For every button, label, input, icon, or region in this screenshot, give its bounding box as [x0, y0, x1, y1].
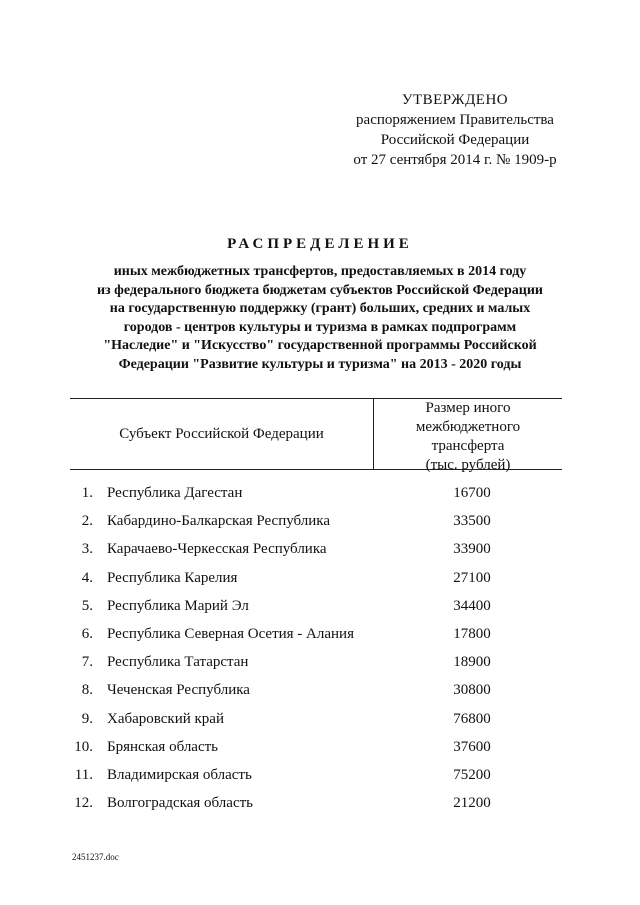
row-value: 76800 [453, 710, 491, 727]
subtitle-line-4: городов - центров культуры и туризма в рамках подпрограмм [123, 319, 517, 335]
header-amount-line-1: Размер иного [425, 400, 511, 416]
row-subject: Карачаево-Черкесская Республика [107, 541, 327, 558]
table-row [0, 539, 640, 567]
row-subject: Республика Татарстан [107, 654, 249, 671]
approval-line-2: Российской Федерации [380, 132, 530, 148]
table-body [0, 483, 640, 821]
row-value: 75200 [453, 766, 491, 783]
subtitle-line-5: "Наследие" и "Искусство" государственной программы Российской [103, 338, 537, 353]
document-subtitle [40, 263, 600, 374]
approval-block [330, 90, 580, 170]
table-row [0, 596, 640, 624]
row-subject: Республика Марий Эл [107, 597, 249, 614]
table-row [0, 793, 640, 821]
row-value: 18900 [453, 654, 491, 671]
row-subject: Кабардино-Балкарская Республика [107, 513, 331, 530]
table-row [0, 737, 640, 765]
row-number: 3. [81, 541, 93, 558]
row-subject: Республика Карелия [107, 569, 238, 586]
header-amount [374, 399, 562, 475]
header-amount-line-3: трансферта [431, 438, 505, 454]
approval-line-3: от 27 сентября 2014 г. № 1909-р [353, 152, 557, 168]
subtitle-line-6: Федерации "Развитие культуры и туризма" на 2013 - 2020 годы [118, 356, 522, 372]
table-row [0, 511, 640, 539]
approval-line-1: распоряжением Правительства [356, 112, 554, 128]
header-amount-line-4: (тыс. рублей) [425, 457, 511, 473]
row-subject: Республика Северная Осетия - Алания [107, 625, 354, 642]
subtitle-line-2: из федерального бюджета бюджетам субъектов Российской Федерации [96, 282, 543, 298]
approval-title: УТВЕРЖДЕНО [401, 92, 509, 108]
row-value: 33900 [453, 541, 491, 558]
row-value: 37600 [453, 738, 491, 755]
row-number: 1. [81, 485, 93, 501]
row-value: 27100 [453, 569, 491, 586]
row-subject: Владимирская область [107, 766, 252, 783]
table-row [0, 624, 640, 652]
row-number: 5. [81, 597, 93, 614]
row-number: 12. [74, 795, 93, 812]
row-value: 17800 [453, 625, 491, 642]
row-subject: Брянская область [107, 738, 219, 755]
row-number: 8. [81, 682, 93, 699]
row-number: 2. [81, 513, 93, 530]
row-number: 9. [81, 710, 93, 727]
table-row [0, 765, 640, 793]
document-file-code: 2451237.doc [72, 852, 119, 862]
row-subject: Волгоградская область [107, 795, 253, 812]
subtitle-line-3: на государственную поддержку (грант) больших, средних и малых [109, 301, 531, 316]
table-header [70, 398, 562, 473]
row-number: 10. [74, 738, 93, 755]
header-amount-line-2: межбюджетного [415, 419, 521, 435]
row-number: 4. [81, 569, 93, 586]
row-subject: Чеченская Республика [107, 682, 250, 699]
row-number: 11. [74, 766, 93, 783]
subtitle-line-1: иных межбюджетных трансфертов, предоставляемых в 2014 году [113, 264, 527, 279]
header-subject: Субъект Российской Федерации [119, 425, 324, 442]
row-subject: Республика Дагестан [107, 485, 243, 501]
table-row [0, 483, 640, 511]
row-number: 6. [81, 625, 93, 642]
row-value: 30800 [453, 682, 491, 699]
table-row [0, 680, 640, 708]
table-row [0, 652, 640, 680]
row-value: 34400 [453, 597, 491, 614]
row-value: 33500 [453, 513, 491, 530]
table-row [0, 709, 640, 737]
row-value: 16700 [453, 485, 491, 501]
row-value: 21200 [453, 795, 491, 812]
table-row [0, 568, 640, 596]
document-title: РАСПРЕДЕЛЕНИЕ [227, 236, 413, 252]
row-subject: Хабаровский край [107, 710, 224, 727]
row-number: 7. [81, 654, 93, 671]
